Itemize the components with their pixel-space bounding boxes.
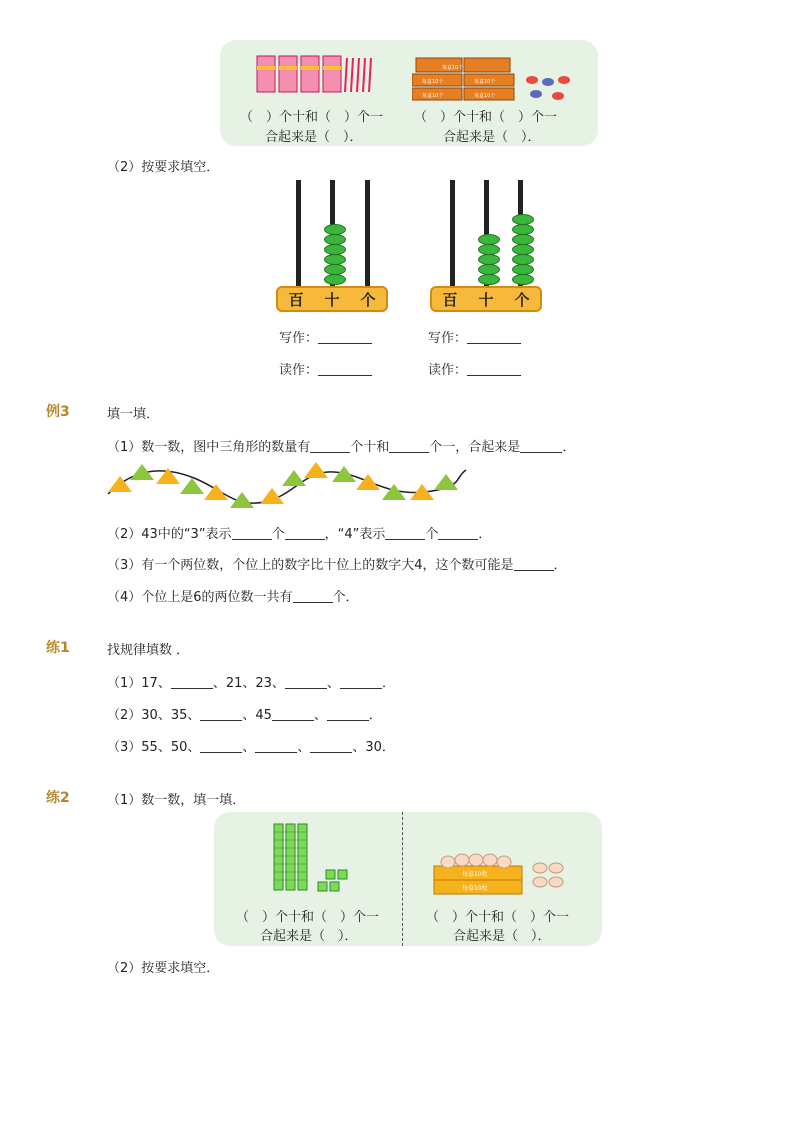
write-blank[interactable] bbox=[318, 331, 372, 344]
top-left-line-2: 合起来是（ ）． bbox=[265, 130, 363, 145]
practice2-right-line-1: （ ）个十和（ ）个一 bbox=[426, 910, 570, 925]
q2-title: （2）按要求填空． bbox=[107, 160, 220, 175]
example3-q3: （3）有一个两位数，个位上的数字比十位上的数字大4，这个数可能是 ． bbox=[107, 558, 567, 573]
answer-blank[interactable] bbox=[272, 708, 314, 721]
answer-blank[interactable] bbox=[285, 527, 325, 540]
loose-cups-illustration bbox=[522, 70, 578, 104]
abacus-bead bbox=[478, 254, 500, 265]
answer-blank[interactable] bbox=[310, 440, 350, 453]
abacus-bead bbox=[512, 234, 534, 245]
abacus-bead bbox=[512, 244, 534, 255]
abacus-bead bbox=[478, 234, 500, 245]
top-right-line-1: （ ）个十和（ ）个一 bbox=[414, 110, 558, 125]
abacus-right-write: 写作： bbox=[428, 327, 521, 346]
abacus-bead bbox=[512, 224, 534, 235]
abacus-left-write: 写作： bbox=[279, 327, 372, 346]
box-label: 每盒10个 bbox=[422, 93, 444, 99]
practice1-q2: （2）30、35、 、45 、 ． bbox=[107, 708, 382, 723]
practice1-tag: 练1 bbox=[46, 640, 70, 656]
answer-blank[interactable] bbox=[200, 740, 242, 753]
answer-blank[interactable] bbox=[232, 527, 272, 540]
place-label-ones: 个 bbox=[360, 290, 376, 309]
abacus-right-read: 读作： bbox=[428, 359, 521, 378]
abacus-left-read: 读作： bbox=[279, 359, 372, 378]
panel-divider bbox=[402, 812, 403, 946]
triangle bbox=[356, 474, 380, 490]
box-label: 每盒10个 bbox=[474, 79, 496, 85]
triangle bbox=[230, 492, 254, 508]
abacus-bead bbox=[478, 274, 500, 285]
answer-blank[interactable] bbox=[385, 527, 425, 540]
abacus-bead bbox=[478, 244, 500, 255]
practice2-left-line-1: （ ）个十和（ ）个一 bbox=[236, 910, 380, 925]
abacus-bead bbox=[324, 264, 346, 275]
abacus-bead bbox=[512, 254, 534, 265]
answer-blank[interactable] bbox=[389, 440, 429, 453]
triangle-wave-illustration bbox=[104, 458, 470, 510]
practice2-tag: 练2 bbox=[46, 790, 70, 806]
top-right-line-2: 合起来是（ ）． bbox=[443, 130, 541, 145]
place-label-ones: 个 bbox=[514, 290, 530, 309]
triangle bbox=[204, 484, 228, 500]
practice1-q1: （1）17、 、21、23、 、 ． bbox=[107, 676, 395, 691]
example3-tag: 例3 bbox=[46, 404, 70, 420]
practice2-right-line-2: 合起来是（ ）． bbox=[453, 929, 551, 944]
answer-blank[interactable] bbox=[520, 440, 562, 453]
practice2-q2: （2）按要求填空． bbox=[107, 961, 220, 976]
abacus-bead bbox=[478, 264, 500, 275]
example3-q1: （1）数一数，图中三角形的数量有 个十和 个一，合起来是 ． bbox=[107, 440, 576, 455]
abacus-bead bbox=[324, 224, 346, 235]
box-label: 每盒10个 bbox=[474, 93, 496, 99]
egg-tray-illustration bbox=[430, 848, 570, 898]
top-left-line-1: （ ）个十和（ ）个一 bbox=[240, 110, 384, 125]
place-label-tens: 十 bbox=[324, 290, 340, 309]
abacus-bead bbox=[512, 214, 534, 225]
answer-blank[interactable] bbox=[340, 676, 382, 689]
abacus-bead bbox=[324, 244, 346, 255]
answer-blank[interactable] bbox=[171, 676, 213, 689]
abacus-bead bbox=[512, 264, 534, 275]
practice1-q3: （3）55、50、 、 、 、30． bbox=[107, 740, 395, 755]
place-label-hundreds: 百 bbox=[288, 290, 304, 309]
pencil-bundles-illustration bbox=[255, 52, 385, 100]
answer-blank[interactable] bbox=[438, 527, 478, 540]
example3-q4: （4）个位上是6的两位数一共有 个． bbox=[107, 590, 359, 605]
practice2-title: （1）数一数，填一填． bbox=[107, 793, 246, 808]
answer-blank[interactable] bbox=[327, 708, 369, 721]
write-blank[interactable] bbox=[467, 331, 521, 344]
pencil-bundle bbox=[257, 56, 275, 92]
practice1-title: 找规律填数 ． bbox=[107, 643, 190, 658]
ten-rods-illustration bbox=[272, 822, 352, 892]
box-label: 每盒10个 bbox=[422, 79, 444, 85]
triangle bbox=[434, 474, 458, 490]
triangle bbox=[282, 470, 306, 486]
read-blank[interactable] bbox=[318, 363, 372, 376]
answer-blank[interactable] bbox=[200, 708, 242, 721]
read-blank[interactable] bbox=[467, 363, 521, 376]
example3-q2: （2）43中的“3”表示 个 ，“4”表示 个 ． bbox=[107, 527, 492, 542]
abacus-bead bbox=[512, 274, 534, 285]
answer-blank[interactable] bbox=[255, 740, 297, 753]
answer-blank[interactable] bbox=[514, 558, 554, 571]
answer-blank[interactable] bbox=[285, 676, 327, 689]
abacus-bead bbox=[324, 274, 346, 285]
box-label: 每盒10枚 bbox=[462, 885, 488, 892]
answer-blank[interactable] bbox=[293, 590, 333, 603]
place-label-tens: 十 bbox=[478, 290, 494, 309]
abacus-bead bbox=[324, 254, 346, 265]
place-label-hundreds: 百 bbox=[442, 290, 458, 309]
answer-blank[interactable] bbox=[310, 740, 352, 753]
triangle bbox=[332, 466, 356, 482]
practice2-left-line-2: 合起来是（ ）． bbox=[260, 929, 358, 944]
box-label: 每盒10个 bbox=[442, 65, 464, 71]
abacus-bead bbox=[324, 234, 346, 245]
triangle bbox=[304, 462, 328, 478]
example3-title: 填一填． bbox=[107, 407, 160, 422]
box-label: 每盒10枚 bbox=[462, 871, 488, 878]
box-stack-illustration bbox=[412, 52, 518, 102]
